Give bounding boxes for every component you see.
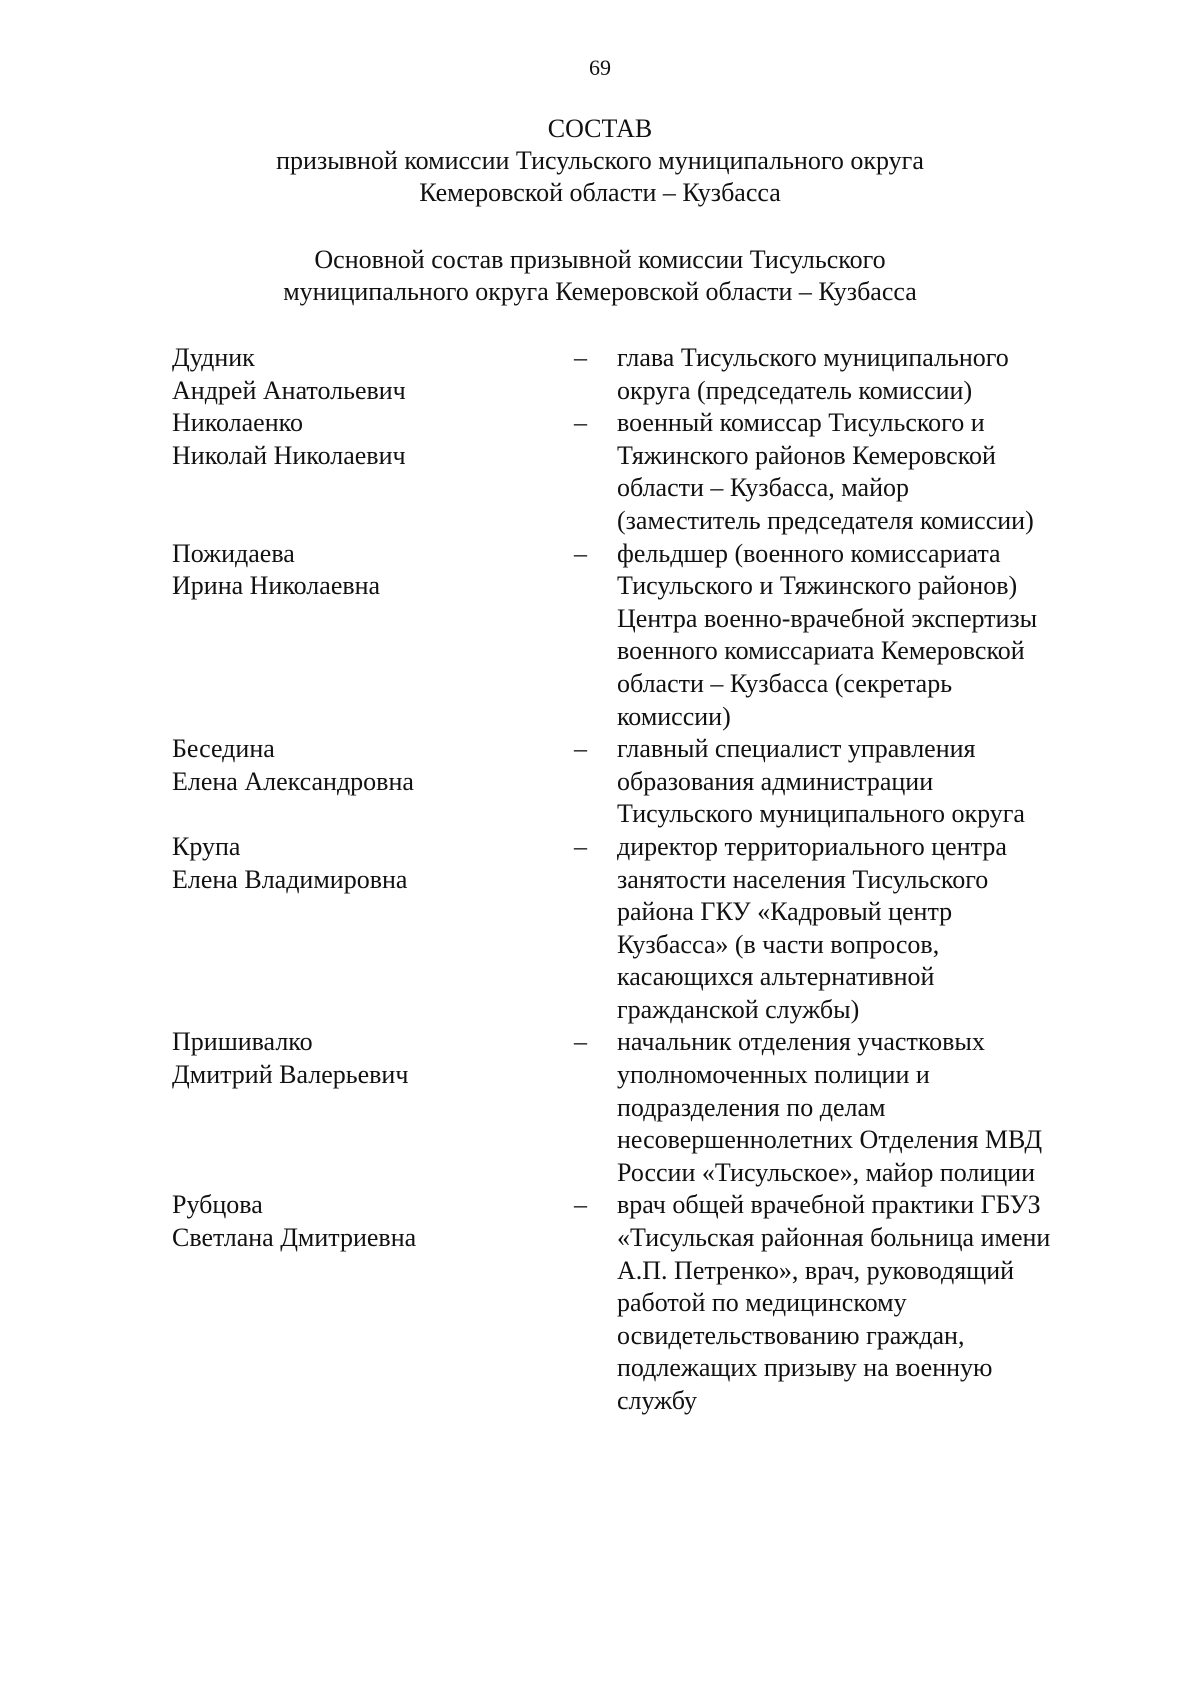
member-role-line: занятости населения Тисульского	[617, 864, 989, 894]
member-list	[0, 342, 1200, 1418]
member-role-line: глава Тисульского муниципального	[617, 343, 1009, 372]
member-role-line: округа (председатель комиссии)	[617, 375, 973, 405]
member-role-line: области – Кузбасса (секретарь	[617, 668, 953, 698]
member-role	[617, 407, 1177, 537]
member-role-line: «Тисульская районная больница имени	[617, 1223, 1051, 1253]
member-name	[172, 342, 552, 407]
member-role	[617, 342, 1177, 407]
member-given-names: Елена Владимировна	[172, 864, 408, 894]
member-role-line: подразделения по делам	[617, 1092, 886, 1122]
member-role-line: Кузбасса» (в части вопросов,	[617, 929, 940, 959]
page-number: 69	[589, 55, 611, 80]
member-role-line: службу	[617, 1386, 698, 1415]
member-role-line: комиссии)	[617, 701, 731, 731]
member-given-names: Николай Николаевич	[172, 440, 406, 470]
member-dash: –	[574, 1190, 587, 1220]
member-name	[172, 831, 552, 896]
member-given-names: Андрей Анатольевич	[172, 375, 406, 405]
member-role-line: директор территориального центра	[617, 831, 1007, 861]
section-title-line: муниципального округа Кемеровской области – Кузбасса	[283, 277, 917, 306]
member-row	[0, 831, 1200, 1027]
member-dash: –	[574, 343, 587, 372]
member-role-line: врач общей врачебной практики ГБУЗ	[617, 1190, 1041, 1220]
member-dash: –	[574, 538, 587, 568]
document-title	[0, 113, 1200, 209]
member-role-line: несовершеннолетних Отделения МВД	[617, 1125, 1043, 1155]
member-role-line: гражданской службы)	[617, 994, 860, 1024]
member-row	[0, 407, 1200, 537]
member-name	[172, 538, 552, 603]
member-role-line: Тисульского муниципального округа	[617, 799, 1025, 829]
document-title-line: Кемеровской области – Кузбасса	[419, 178, 781, 207]
member-role-line: области – Кузбасса, майор	[617, 473, 910, 503]
member-role-line: работой по медицинскому	[617, 1288, 907, 1318]
member-surname: Рубцова	[172, 1190, 263, 1220]
member-role-line: района ГКУ «Кадровый центр	[617, 897, 953, 927]
member-name	[172, 1026, 552, 1091]
member-given-names: Светлана Дмитриевна	[172, 1223, 417, 1253]
member-row	[0, 1026, 1200, 1189]
member-role	[617, 1026, 1177, 1189]
document-title-line: СОСТАВ	[547, 114, 653, 143]
member-given-names: Елена Александровна	[172, 766, 414, 796]
member-role-line: начальник отделения участковых	[617, 1027, 985, 1057]
member-role-line: военный комиссар Тисульского и	[617, 408, 985, 438]
member-row	[0, 342, 1200, 407]
member-role-line: касающихся альтернативной	[617, 962, 935, 992]
member-surname: Пришивалко	[172, 1027, 313, 1057]
section-title	[0, 244, 1200, 308]
member-surname: Беседина	[172, 734, 275, 764]
member-role-line: военного комиссариата Кемеровской	[617, 636, 1025, 666]
member-name	[172, 407, 552, 472]
member-row	[0, 733, 1200, 831]
member-role	[617, 733, 1177, 831]
section-title-line: Основной состав призывной комиссии Тисульского	[314, 245, 886, 274]
member-role-line: образования администрации	[617, 766, 934, 796]
member-surname: Пожидаева	[172, 538, 295, 568]
member-role-line: Тяжинского районов Кемеровской	[617, 440, 996, 470]
member-name	[172, 733, 552, 798]
member-role	[617, 831, 1177, 1027]
member-role-line: Тисульского и Тяжинского районов)	[617, 571, 1018, 601]
member-role-line: (заместитель председателя комиссии)	[617, 505, 1034, 535]
member-role-line: главный специалист управления	[617, 734, 976, 764]
member-role-line: Центра военно-врачебной экспертизы	[617, 603, 1038, 633]
member-surname: Крупа	[172, 831, 241, 861]
member-surname: Николаенко	[172, 408, 303, 438]
member-role-line: уполномоченных полиции и	[617, 1060, 930, 1090]
member-dash: –	[574, 831, 587, 861]
member-role-line: освидетельствованию граждан,	[617, 1320, 965, 1350]
member-dash: –	[574, 734, 587, 764]
member-surname: Дудник	[172, 343, 255, 372]
member-role-line: фельдшер (военного комиссариата	[617, 538, 1001, 568]
member-row	[0, 538, 1200, 734]
member-name	[172, 1189, 552, 1254]
member-role-line: России «Тисульское», майор полиции	[617, 1157, 1036, 1187]
member-role	[617, 538, 1177, 734]
document-title-line: призывной комиссии Тисульского муниципального округа	[276, 146, 924, 175]
member-role	[617, 1189, 1177, 1417]
member-row	[0, 1189, 1200, 1417]
member-given-names: Ирина Николаевна	[172, 571, 381, 601]
member-given-names: Дмитрий Валерьевич	[172, 1060, 409, 1090]
member-dash: –	[574, 408, 587, 438]
member-role-line: подлежащих призыву на военную	[617, 1353, 993, 1383]
member-role-line: А.П. Петренко», врач, руководящий	[617, 1255, 1015, 1285]
member-dash: –	[574, 1027, 587, 1057]
